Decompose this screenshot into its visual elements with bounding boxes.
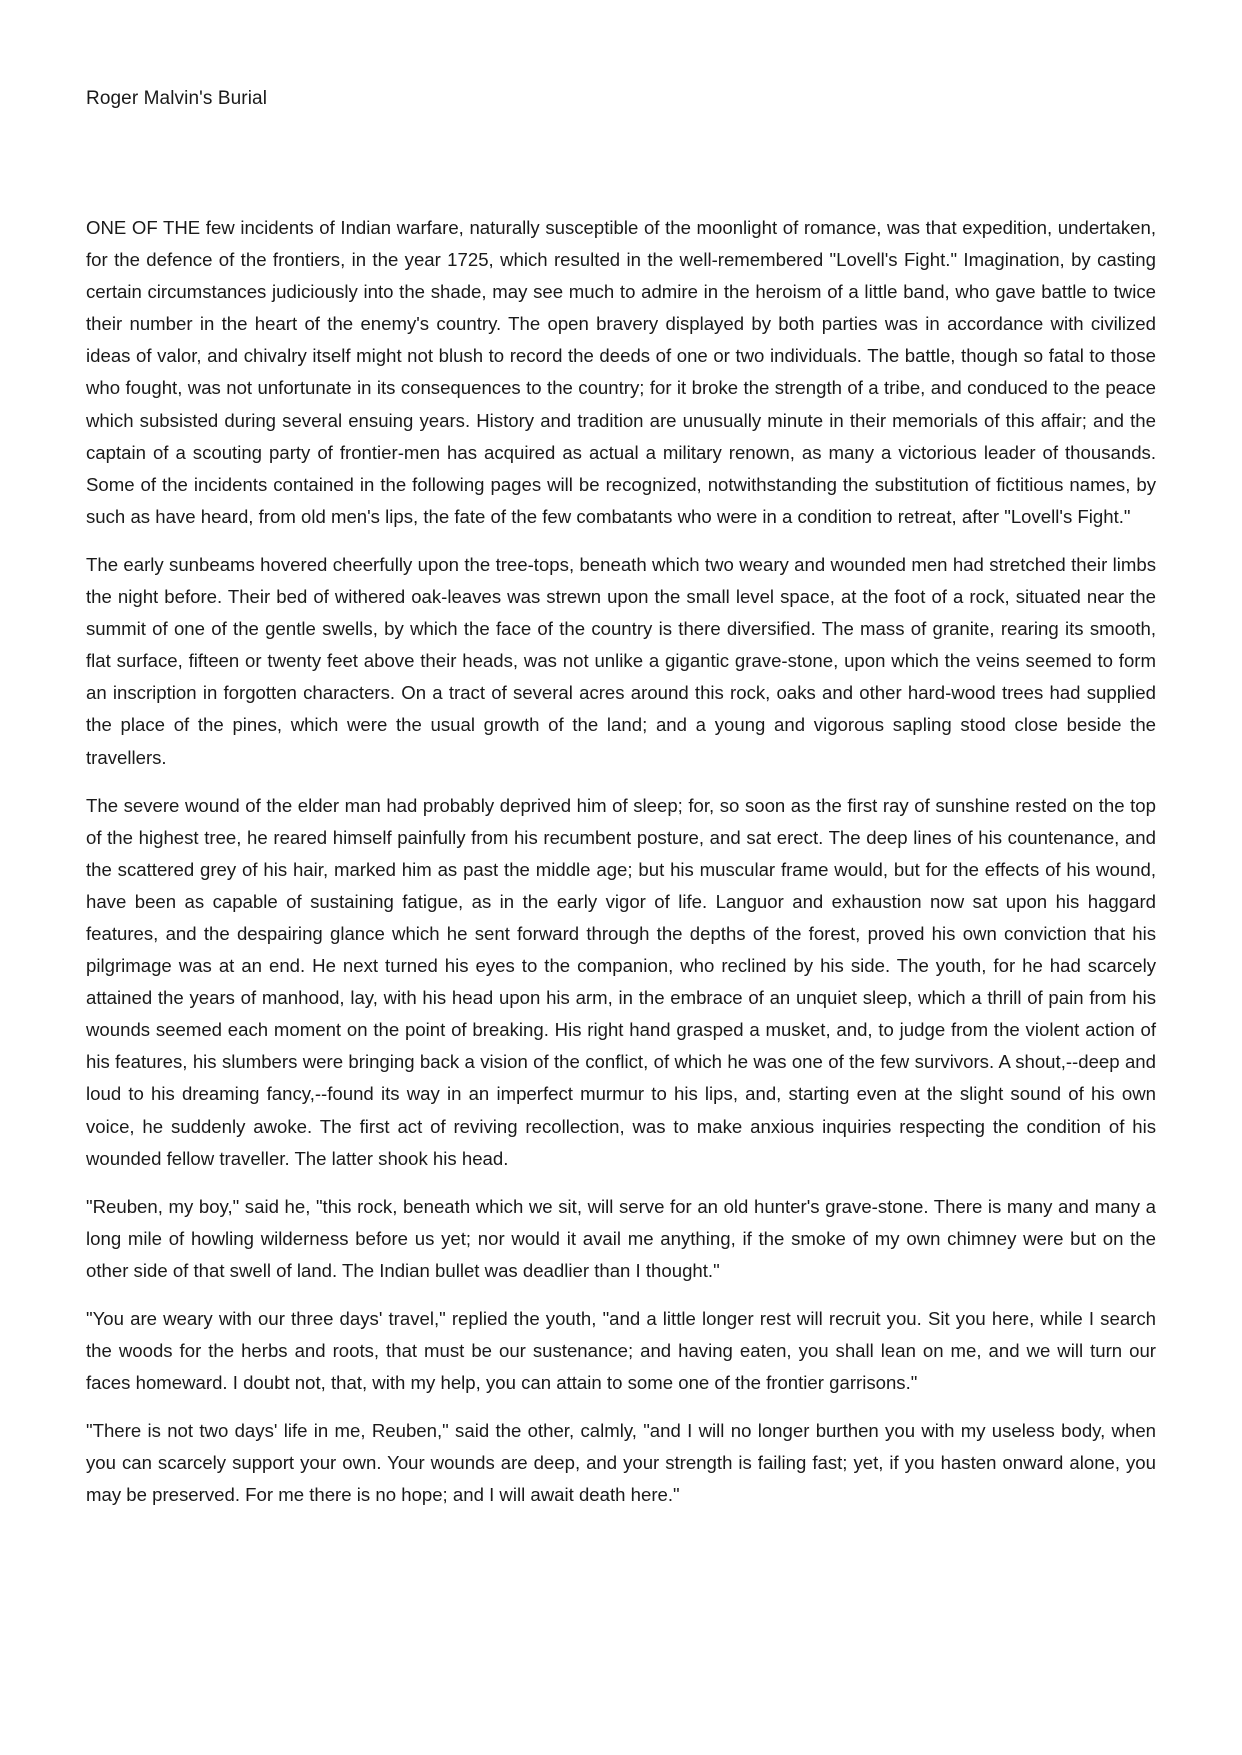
paragraph-3: The severe wound of the elder man had probably deprived him of sleep; for, so soon as the first ray of sunshine rested on the top of the highest tree, he reared himself painfully from his recumbent posture, and sat erect. The deep lines of his countenance, and the scattered grey of his hair, marked him as past the middle age; but his muscular frame would, but for the effects of his wound, have been as capable of sustaining fatigue, as in the early vigor of life. Languor and exhaustion now sat upon his haggard features, and the despairing glance which he sent forward through the depths of the forest, proved his own conviction that his pilgrimage was at an end. He next turned his eyes to the companion, who reclined by his side. The youth, for he had scarcely attained the years of manhood, lay, with his head upon his arm, in the embrace of an unquiet sleep, which a thrill of pain from his wounds seemed each moment on the point of breaking. His right hand grasped a musket, and, to judge from the violent action of his features, his slumbers were bringing back a vision of the conflict, of which he was one of the few survivors. A shout,--deep and loud to his dreaming fancy,--found its way in an imperfect murmur to his lips, and, starting even at the slight sound of his own voice, he suddenly awoke. The first act of reviving recollection, was to make anxious inquiries respecting the condition of his wounded fellow traveller. The latter shook his head. (86, 794, 1156, 1169)
paragraph-1: ONE OF THE few incidents of Indian warfare, naturally susceptible of the moonlight of romance, was that expedition, undertaken, for the defence of the frontiers, in the year 1725, which resulted in the well-remembered "Lovell's Fight." Imagination, by casting certain circumstances judiciously into the shade, may see much to admire in the heroism of a little band, who gave battle to twice their number in the heart of the enemy's country. The open bravery displayed by both parties was in accordance with civilized ideas of valor, and chivalry itself might not blush to record the deeds of one or two individuals. The battle, though so fatal to those who fought, was not unfortunate in its consequences to the country; for it broke the strength of a tribe, and conduced to the peace which subsisted during several ensuing years. History and tradition are unusually minute in their memorials of this affair; and the captain of a scouting party of frontier-men has acquired as actual a military renown, as many a victorious leader of thousands. Some of the incidents contained in the following pages will be recognized, notwithstanding the substitution of fictitious names, by such as have heard, from old men's lips, the fate of the few combatants who were in a condition to retreat, after "Lovell's Fight." (86, 217, 1156, 527)
document-title: Roger Malvin's Burial (86, 88, 268, 109)
paragraph-2: The early sunbeams hovered cheerfully upon the tree-tops, beneath which two weary and wounded men had stretched their limbs the night before. Their bed of withered oak-leaves was strewn upon the small level space, at the foot of a rock, situated near the summit of one of the gentle swells, by which the face of the country is there diversified. The mass of granite, rearing its smooth, flat surface, fifteen or twenty feet above their heads, was not unlike a gigantic grave-stone, upon which the veins seemed to form an inscription in forgotten characters. On a tract of several acres around this rock, oaks and other hard-wood trees had supplied the place of the pines, which were the usual growth of the land; and a young and vigorous sapling stood close beside the travellers. (86, 553, 1156, 768)
document-body (86, 212, 1156, 1512)
paragraph-5: "You are weary with our three days' travel," replied the youth, "and a little longer rest will recruit you. Sit you here, while I search the woods for the herbs and roots, that must be our sustenance; and having eaten, you shall lean on me, and we will turn our faces homeward. I doubt not, that, with my help, you can attain to some one of the frontier garrisons." (86, 1308, 1156, 1394)
paragraph-4: "Reuben, my boy," said he, "this rock, beneath which we sit, will serve for an old hunter's grave-stone. There is many and many a long mile of howling wilderness before us yet; nor would it avail me anything, if the smoke of my own chimney were but on the other side of that swell of land. The Indian bullet was deadlier than I thought." (86, 1195, 1156, 1281)
paragraph-6: "There is not two days' life in me, Reuben," said the other, calmly, "and I will no longer burthen you with my useless body, when you can scarcely support your own. Your wounds are deep, and your strength is failing fast; yet, if you hasten onward alone, you may be preserved. For me there is no hope; and I will await death here." (86, 1420, 1156, 1506)
